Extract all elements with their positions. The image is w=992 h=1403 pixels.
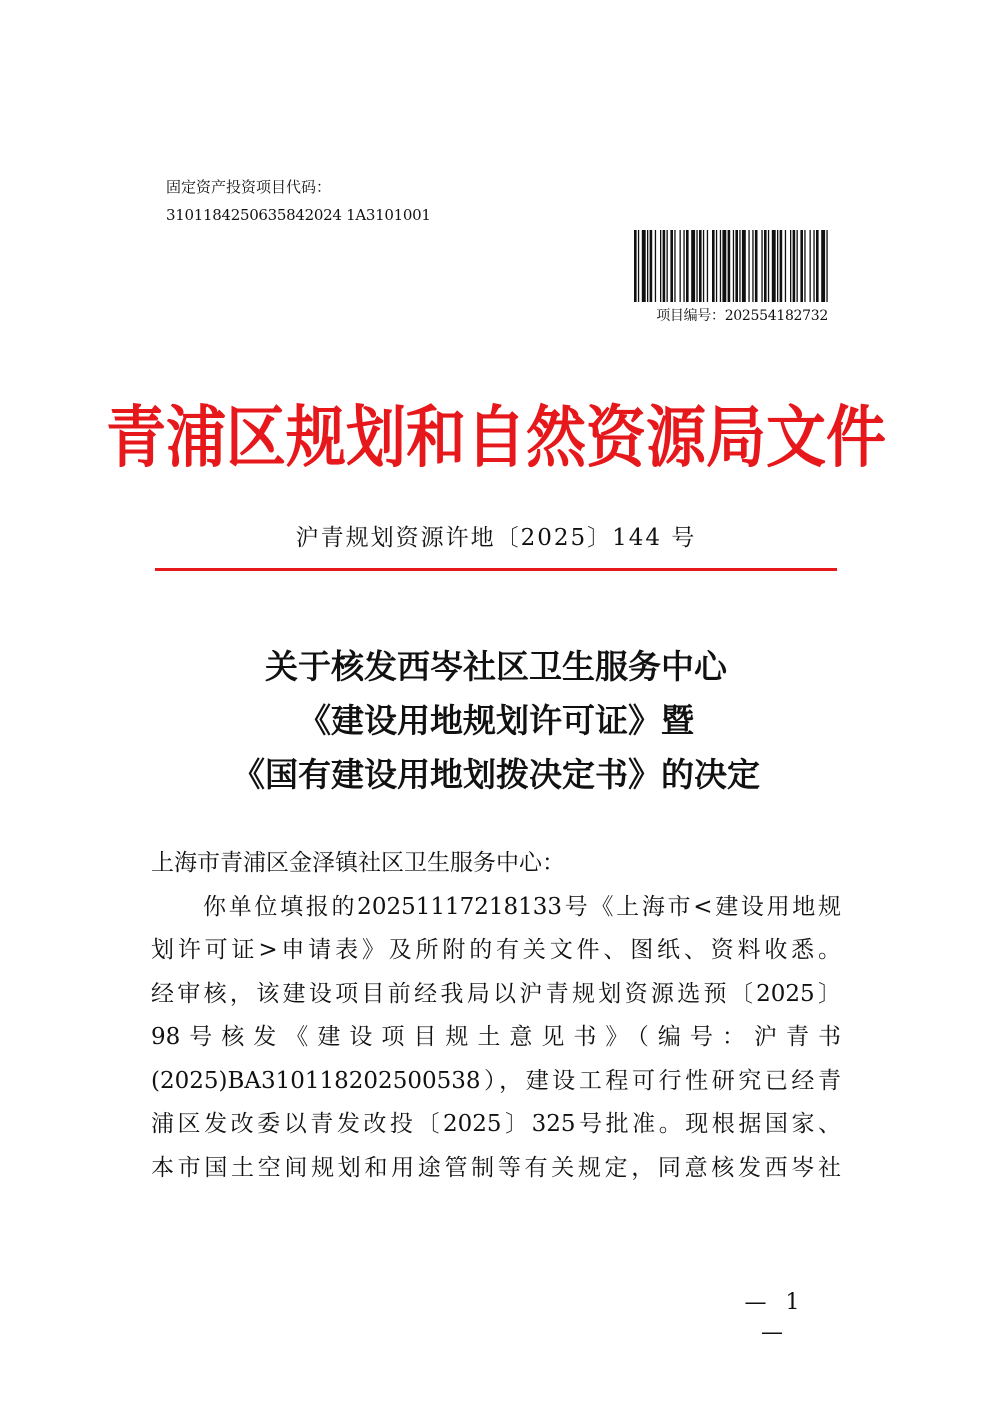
body-line: 98号核发《建设项目规土意见书》（编号：沪青书 xyxy=(151,1024,841,1050)
body-line: 划许可证>申请表》及所附的有关文件、图纸、资料收悉。 xyxy=(151,937,841,963)
subject-line-3: 《国有建设用地划拨决定书》的决定 xyxy=(232,755,760,794)
page-number: — 1 — xyxy=(744,1290,806,1345)
red-divider-line xyxy=(155,568,837,571)
barcode-image xyxy=(634,230,828,302)
investment-code-value: 3101184250635842024 1A3101001 xyxy=(166,206,431,224)
investment-code-label: 固定资产投资项目代码： xyxy=(166,178,332,196)
body-line: 经审核，该建设项目前经我局以沪青规划资源选预〔2025〕 xyxy=(151,980,841,1007)
document-subject xyxy=(0,640,992,802)
body-line: 你单位填报的20251117218133号《上海市<建设用地规 xyxy=(203,893,841,920)
body-line: 本市国土空间规划和用途管制等有关规定，同意核发西岑社 xyxy=(151,1154,841,1181)
subject-line-2: 《建设用地规划许可证》暨 xyxy=(298,701,694,740)
project-number-label: 项目编号：202554182732 xyxy=(656,308,828,324)
document-body xyxy=(151,842,841,1190)
body-line: (2025)BA310118202500538），建设工程可行性研究已经青 xyxy=(151,1067,841,1094)
body-line: 浦区发改委以青发改投〔2025〕325号批准。现根据国家、 xyxy=(151,1111,841,1137)
salutation: 上海市青浦区金泽镇社区卫生服务中心： xyxy=(151,850,565,876)
subject-line-1: 关于核发西岑社区卫生服务中心 xyxy=(265,647,727,686)
document-number: 沪青规划资源许地〔2025〕144 号 xyxy=(295,525,697,551)
issuing-authority-title: 青浦区规划和自然资源局文件 xyxy=(106,398,886,478)
